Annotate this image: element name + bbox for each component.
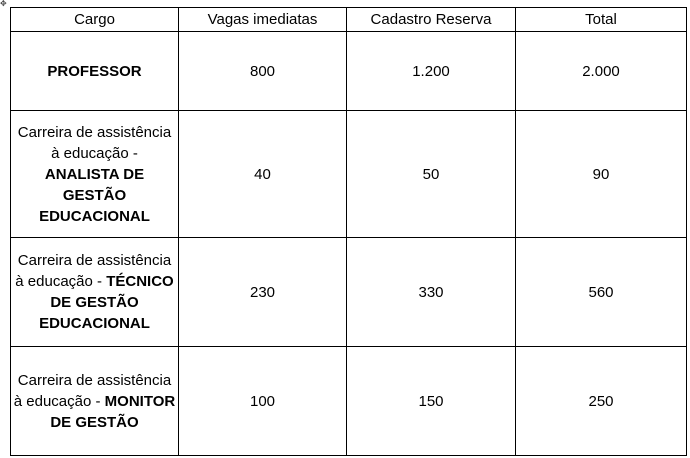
cargo-cell — [11, 238, 179, 347]
header-row — [11, 8, 687, 32]
cargo-title: ANALISTA DE GESTÃO EDUCACIONAL — [39, 165, 150, 225]
header-vagas-imediatas: Vagas imediatas — [179, 8, 347, 32]
total-cell: 90 — [516, 111, 687, 238]
cargo-title: PROFESSOR — [47, 62, 142, 80]
total-cell: 2.000 — [516, 32, 687, 111]
vagas-cell: 100 — [179, 347, 347, 456]
cargo-prefix: Carreira de assistência à educação - — [13, 371, 172, 410]
table-row — [11, 238, 687, 347]
cargo-cell — [11, 347, 179, 456]
header-cargo: Cargo — [11, 8, 179, 32]
total-cell: 560 — [516, 238, 687, 347]
vagas-cell: 40 — [179, 111, 347, 238]
cargo-title: TÉCNICO DE GESTÃO EDUCACIONAL — [39, 273, 174, 332]
cargo-prefix: Carreira de assistência à educação - — [15, 252, 172, 290]
cargo-cell — [11, 32, 179, 111]
table-move-handle-icon[interactable]: ✥ — [0, 0, 7, 8]
table-row — [11, 111, 687, 238]
cargo-prefix: Carreira de assistência à educação - — [17, 123, 172, 162]
reserva-cell: 50 — [347, 111, 516, 238]
table-row — [11, 347, 687, 456]
header-total: Total — [516, 8, 687, 32]
reserva-cell: 150 — [347, 347, 516, 456]
reserva-cell: 1.200 — [347, 32, 516, 111]
cargo-cell — [11, 111, 179, 238]
header-cadastro-reserva: Cadastro Reserva — [347, 8, 516, 32]
total-cell: 250 — [516, 347, 687, 456]
table-row — [11, 32, 687, 111]
reserva-cell: 330 — [347, 238, 516, 347]
vacancies-table — [10, 7, 687, 456]
cargo-title: MONITOR DE GESTÃO — [50, 392, 176, 431]
vagas-cell: 230 — [179, 238, 347, 347]
vagas-cell: 800 — [179, 32, 347, 111]
